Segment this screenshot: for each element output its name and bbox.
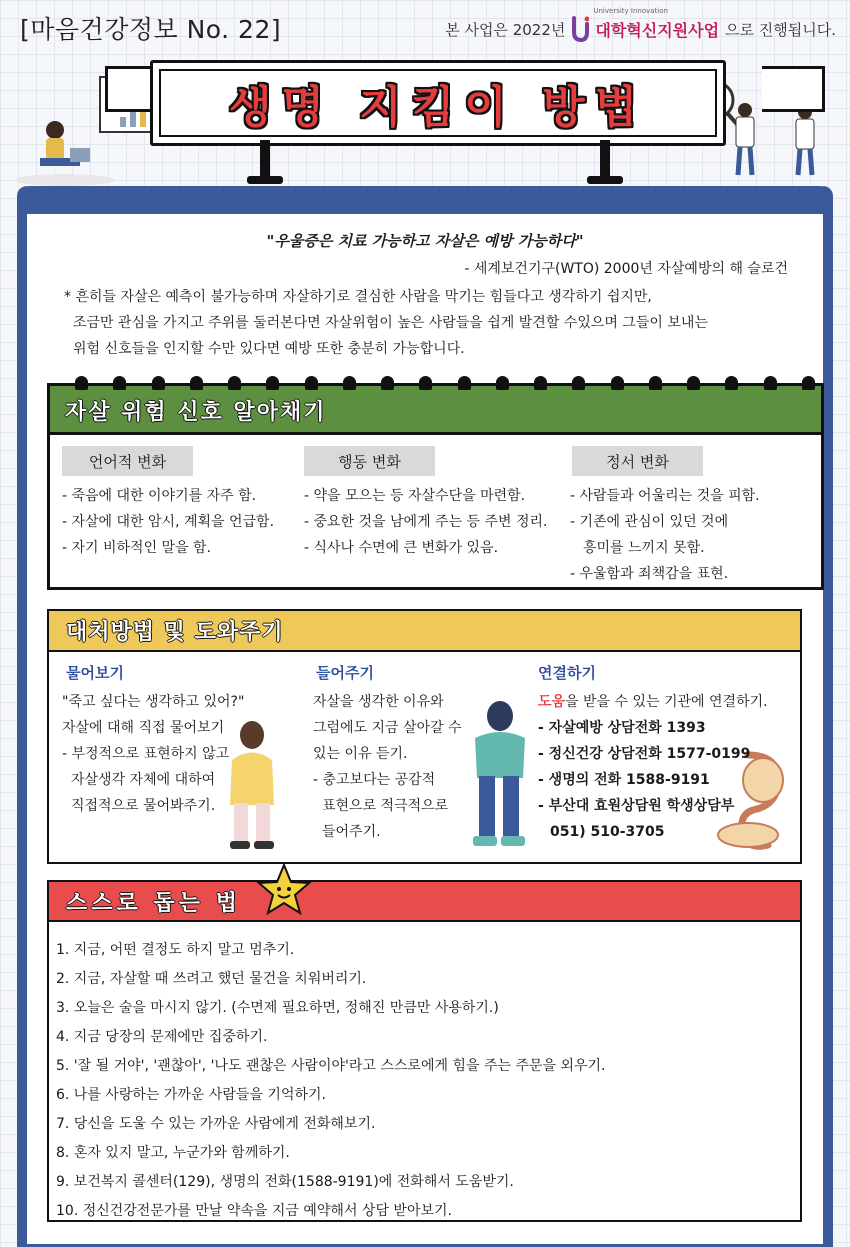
listen-line: 표현으로 적극적으로	[322, 798, 449, 814]
sponsor-prefix: 본 사업은 2022년	[445, 20, 566, 39]
intro-line: * 흔히들 자살은 예측이 불가능하며 자살하기로 결심한 사람을 막기는 힘들다고 생각하기 쉽지만,	[64, 289, 652, 305]
banner-post-left	[260, 140, 270, 178]
connect-highlight: 도움	[538, 694, 566, 710]
page-title: 생명 지킴이 방법	[228, 82, 648, 133]
binder-ring	[496, 376, 509, 390]
connect-line	[538, 689, 798, 715]
listen-line: - 충고보다는 공감적	[313, 772, 436, 788]
list-item: - 식사나 수면에 큰 변화가 있음.	[304, 540, 499, 556]
connect-text	[538, 689, 798, 845]
sponsor-line	[445, 7, 836, 42]
ask-heading: 물어보기	[66, 664, 124, 682]
intro-line: 위험 신호들을 인지할 수만 있다면 예방 또한 충분히 가능합니다.	[73, 341, 465, 357]
connect-heading: 연결하기	[538, 664, 596, 682]
self-help-list	[56, 936, 796, 1226]
banner-bracket-right	[762, 66, 825, 112]
listen-line: 있는 이유 듣기.	[313, 746, 408, 762]
binder-ring	[458, 376, 471, 390]
binder-ring	[113, 376, 126, 390]
binder-ring	[419, 376, 432, 390]
list-item: 6. 나를 사랑하는 가까운 사람들을 기억하기.	[56, 1087, 326, 1103]
list-item: - 자살에 대한 암시, 계획을 언급함.	[62, 514, 275, 530]
binder-ring	[381, 376, 394, 390]
ask-line: 직접적으로 물어봐주기.	[71, 798, 216, 814]
binder-ring	[190, 376, 203, 390]
main-card-left-edge	[17, 186, 27, 1247]
contact-item: 051) 510-3705	[550, 824, 665, 840]
main-card-right-edge	[823, 186, 833, 1247]
binder-ring	[572, 376, 585, 390]
category-emotion: 정서 변화	[572, 446, 703, 476]
contact-item: - 자살예방 상담전화 1393	[538, 720, 706, 736]
issue-label: [마음건강정보 No. 22]	[20, 15, 282, 44]
list-item: - 기존에 관심이 있던 것에	[570, 514, 729, 530]
binder-ring	[343, 376, 356, 390]
contact-item: - 정신건강 상담전화 1577-0199	[538, 746, 751, 762]
intro-paragraph	[64, 284, 804, 362]
category-behavior: 행동 변화	[304, 446, 435, 476]
listen-line: 자살을 생각한 이유와	[313, 694, 444, 710]
listen-heading: 들어주기	[316, 664, 374, 682]
binder-rings	[75, 376, 815, 390]
verbal-signs-list	[62, 483, 302, 561]
connect-line-rest: 을 받을 수 있는 기관에 연결하기.	[565, 694, 768, 710]
list-item: 3. 오늘은 술을 마시지 않기. (수면제 필요하면, 정해진 만큼만 사용하기.)	[56, 1000, 499, 1016]
contact-item: - 부산대 효원상담원 학생상담부	[538, 798, 735, 814]
binder-ring	[228, 376, 241, 390]
list-item: 9. 보건복지 콜센터(129), 생명의 전화(1588-9191)에 전화해서 도움받기.	[56, 1174, 514, 1190]
binder-ring	[611, 376, 624, 390]
ask-line: 자살에 대해 직접 물어보기	[62, 720, 225, 736]
binder-ring	[764, 376, 777, 390]
listen-line: 그럼에도 지금 살아갈 수	[313, 720, 462, 736]
binder-ring	[305, 376, 318, 390]
banner-post-base-left	[247, 176, 283, 184]
emotion-signs-list	[570, 483, 810, 587]
sponsor-suffix: 으로 진행됩니다.	[725, 20, 836, 39]
list-item: - 약을 모으는 등 자살수단을 마련함.	[304, 488, 526, 504]
warning-signs-title: 자살 위험 신호 알아채기	[65, 400, 327, 425]
list-item: - 자기 비하적인 말을 함.	[62, 540, 212, 556]
sponsor-brand-small: University Innovation	[593, 7, 668, 15]
ask-line: - 부정적으로 표현하지 않고	[62, 746, 230, 762]
self-help-title: 스스로 돕는 법	[66, 891, 241, 916]
binder-ring	[152, 376, 165, 390]
banner-post-base-right	[587, 176, 623, 184]
list-item: 5. '잘 될 거야', '괜찮아', '나도 괜찮은 사람이야'라고 스스로에게 힘을 주는 주문을 외우기.	[56, 1058, 606, 1074]
binder-ring	[534, 376, 547, 390]
category-verbal: 언어적 변화	[62, 446, 193, 476]
coping-title: 대처방법 및 도와주기	[66, 620, 284, 645]
list-item: 7. 당신을 도울 수 있는 가까운 사람에게 전화해보기.	[56, 1116, 376, 1132]
binder-ring	[725, 376, 738, 390]
list-item: - 중요한 것을 남에게 주는 등 주변 정리.	[304, 514, 548, 530]
listen-line: 들어주기.	[322, 824, 381, 840]
slogan-quote: "우울증은 치료 가능하고 자살은 예방 가능하다"	[266, 232, 584, 250]
list-item: 흥미를 느끼지 못함.	[583, 540, 705, 556]
listen-text	[313, 689, 513, 845]
ask-line: 자살생각 자체에 대하여	[71, 772, 216, 788]
binder-ring	[802, 376, 815, 390]
smiling-star-icon	[256, 862, 312, 922]
list-item: - 우울함과 죄책감을 표현.	[570, 566, 729, 582]
slogan-source: - 세계보건기구(WTO) 2000년 자살예방의 해 슬로건	[464, 261, 788, 277]
contact-item: - 생명의 전화 1588-9191	[538, 772, 710, 788]
binder-ring	[649, 376, 662, 390]
list-item: 1. 지금, 어떤 결정도 하지 말고 멈추기.	[56, 942, 295, 958]
list-item: - 사람들과 어울리는 것을 피함.	[570, 488, 760, 504]
title-banner-inner	[159, 69, 717, 137]
banner-post-right	[600, 140, 610, 178]
title-banner	[150, 60, 726, 146]
main-card-top-bar	[17, 186, 833, 214]
list-item: 2. 지금, 자살할 때 쓰려고 했던 물건을 치워버리기.	[56, 971, 367, 987]
intro-line: 조금만 관심을 가지고 주위를 둘러본다면 자살위험이 높은 사람들을 쉽게 발견할 수있으며 그들이 보내는	[73, 315, 708, 331]
ask-line: "죽고 싶다는 생각하고 있어?"	[62, 694, 245, 710]
list-item: 4. 지금 당장의 문제에만 집중하기.	[56, 1029, 268, 1045]
binder-ring	[75, 376, 88, 390]
behavior-signs-list	[304, 483, 574, 561]
seated-person-laptop-illustration	[10, 100, 120, 194]
list-item: - 죽음에 대한 이야기를 자주 함.	[62, 488, 257, 504]
binder-ring	[687, 376, 700, 390]
binder-ring	[266, 376, 279, 390]
list-item: 10. 정신건강전문가를 만날 약속을 지금 예약해서 상담 받아보기.	[56, 1203, 452, 1219]
list-item: 8. 혼자 있지 말고, 누군가와 함께하기.	[56, 1145, 290, 1161]
sponsor-brand: 대학혁신지원사업	[595, 20, 720, 40]
ask-text	[62, 689, 302, 819]
